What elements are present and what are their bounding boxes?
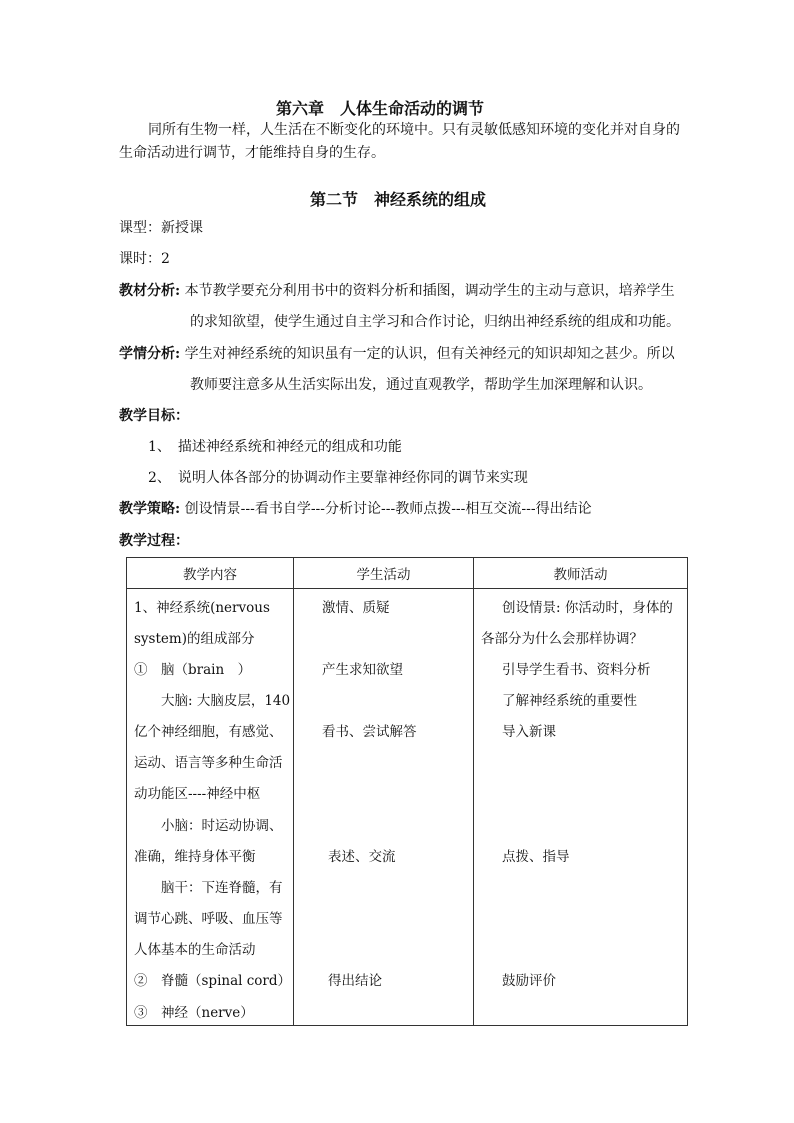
student-activity-item: 产生求知欲望 [322, 662, 403, 678]
content-line: system)的组成部分 [134, 631, 255, 647]
process-label: 教学过程： [119, 533, 189, 549]
content-line: 人体基本的生命活动 [134, 942, 256, 958]
student-activity-item: 激情、质疑 [322, 600, 390, 616]
content-line: 运动、语言等多种生命活 [134, 755, 283, 771]
content-line: ③ 神经（nerve） [134, 1005, 254, 1021]
content-line: 1、神经系统(nervous [134, 600, 270, 616]
content-line: 准确，维持身体平衡 [134, 849, 256, 865]
teacher-activity-item: 引导学生看书、资料分析 [502, 662, 651, 678]
strategy [119, 499, 592, 519]
textbook-analysis-text: 本节教学要充分利用书中的资料分析和插图，调动学生的主动与意识，培养学生 [180, 283, 675, 299]
content-line: ② 脊髓（spinal cord） [134, 973, 292, 989]
objective-item-1: 1、 描述神经系统和神经元的组成和功能 [148, 439, 402, 455]
header-student-activity: 学生活动 [294, 558, 474, 589]
textbook-analysis-line-2: 的求知欲望，使学生通过自主学习和合作讨论，归纳出神经系统的组成和功能。 [190, 314, 680, 330]
teaching-process-table [126, 557, 688, 1026]
student-analysis-line-2: 教师要注意多从生活实际出发，通过直观教学，帮助学生加深理解和认识。 [190, 377, 652, 393]
teacher-activity-item: 了解神经系统的重要性 [502, 693, 637, 709]
teacher-activity-item: 点拨、指导 [502, 849, 570, 865]
teacher-activity-item: 导入新课 [502, 724, 556, 740]
lesson-hours: 课时：2 [119, 251, 170, 267]
strategy-text: 创设情景---看书自学---分析讨论---教师点拨---相互交流---得出结论 [180, 501, 592, 517]
student-activity-item: 看书、尝试解答 [322, 724, 417, 740]
teacher-activity-item: 鼓励评价 [502, 973, 556, 989]
student-activity-cell [294, 589, 474, 1026]
student-activity-item: 表述、交流 [328, 849, 396, 865]
header-content: 教学内容 [127, 558, 294, 589]
table-header-row [127, 558, 688, 589]
content-cell [127, 589, 294, 1026]
teacher-activity-item: 各部分为什么会那样协调？ [481, 631, 643, 647]
teacher-activity-cell [474, 589, 688, 1026]
header-teacher-activity: 教师活动 [474, 558, 688, 589]
content-line: 动功能区----神经中枢 [134, 786, 261, 802]
content-line: ① 脑（brain ） [134, 662, 252, 678]
table-row [127, 589, 688, 1026]
strategy-label: 教学策略: [119, 501, 181, 517]
content-line: 大脑: 大脑皮层，140 [134, 693, 291, 709]
student-analysis-label: 学情分析: [119, 346, 181, 362]
student-analysis [119, 344, 675, 364]
student-analysis-text: 学生对神经系统的知识虽有一定的认识，但有关神经元的知识却知之甚少。所以 [180, 346, 675, 362]
intro-line-2: 生命活动进行调节，才能维持自身的生存。 [119, 145, 385, 161]
teacher-activity-item: 创设情景: 你活动时，身体的 [502, 600, 673, 616]
content-line: 小脑：时运动协调、 [134, 818, 283, 834]
content-line: 亿个神经细胞，有感觉、 [134, 724, 283, 740]
chapter-title: 第六章 人体生命活动的调节 [276, 99, 485, 118]
textbook-analysis-label: 教材分析: [119, 283, 181, 299]
content-line: 脑干：下连脊髓，有 [134, 880, 283, 896]
lesson-type: 课型：新授课 [119, 220, 203, 236]
textbook-analysis [119, 281, 675, 301]
intro-line-1: 同所有生物一样，人生活在不断变化的环境中。只有灵敏低感知环境的变化并对自身的 [148, 122, 680, 138]
content-line: 调节心跳、呼吸、血压等 [134, 911, 283, 927]
section-title: 第二节 神经系统的组成 [310, 190, 487, 209]
student-activity-item: 得出结论 [328, 973, 382, 989]
objective-item-2: 2、 说明人体各部分的协调动作主要靠神经你同的调节来实现 [148, 470, 528, 486]
objectives-label: 教学目标： [119, 408, 189, 424]
